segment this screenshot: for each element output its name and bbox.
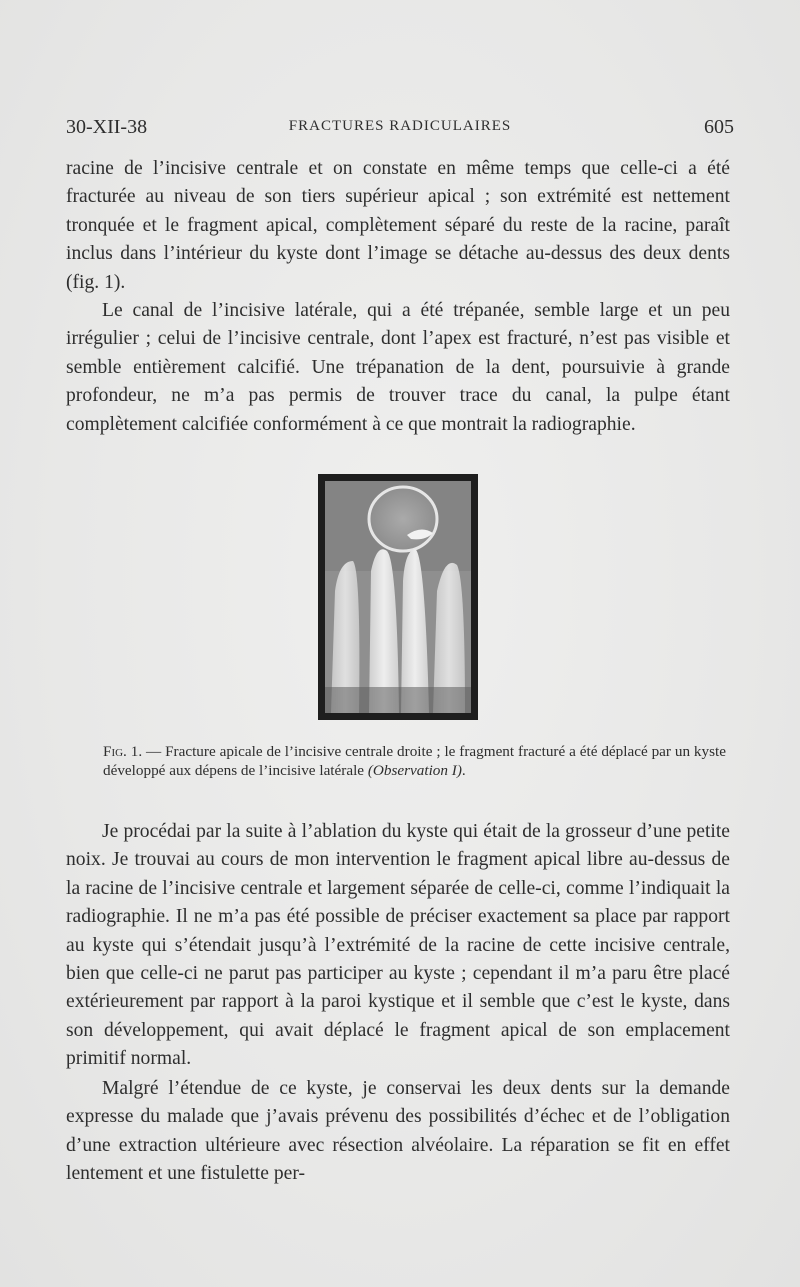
cyst-outline [369, 487, 437, 551]
paragraph-3-text: Je procédai par la suite à l’ablation du kyste qui était de la grosseur d’une petite noix. Je trouvai au cours de mon intervention le fragment apical libre au-dessus de la racine de l’incisive centrale et largement séparée de celle-ci, comme l’indiquait la radiographie. Il ne m’a pas été possible de préciser exactement sa place par rapport au kyste qui s’étendait jusqu’à l’extrémité de la racine de cette incisive centrale, bien que celle-ci ne parut pas participer au kyste ; cependant il m’a paru être placé extérieurement par rapport à la paroi kystique et il semble que c’est le kyste, dans son développement, qui avait déplacé le fragment apical de son emplacement primitif normal. [66, 821, 730, 1070]
caption-observation: (Observation I) [367, 762, 462, 779]
running-header [66, 112, 734, 142]
header-title: FRACTURES RADICULAIRES [288, 118, 512, 134]
paragraph-2 [66, 297, 730, 439]
caption-end: . [461, 762, 466, 779]
lower-shadow [325, 687, 471, 713]
paragraph-1: racine de l’incisive centrale et on constate en même temps que celle-ci a été fracturée au niveau de son tiers supérieur apical ; son extrémité est nettement tronquée et le fragment apical, complètement séparé du reste de la racine, paraît inclus dans l’intérieur du kyste dont l’image se détache au-dessus des deux dents (fig. 1). [66, 158, 730, 293]
paragraph-3 [66, 818, 730, 1074]
header-date: 30-XII-38 [66, 116, 148, 138]
page-number: 605 [704, 116, 734, 138]
figure-label: Fig. 1. [103, 743, 143, 760]
paragraph-4 [66, 1075, 730, 1189]
paragraph-4-text: Malgré l’étendue de ce kyste, je conservai les deux dents sur la demande expresse du malade que j’avais prévenu des possibilités d’échec et de l’obligation d’une extraction ultérieure avec résection alvéolaire. La réparation se fit en effet lentement et une fistulette per- [66, 1078, 730, 1185]
radiograph-drawing [325, 481, 471, 713]
figure-caption [103, 742, 726, 780]
radiograph-image [325, 481, 471, 713]
paragraph-2-text: Le canal de l’incisive latérale, qui a été trépanée, semble large et un peu irrégulier ; celui de l’incisive centrale, dont l’apex est fracturé, n’est pas visible et semble entièrement calcifié. Une trépanation de la dent, poursuivie à grande profondeur, ne m’a pas permis de trouver trace du canal, la pulpe étant complètement calcifiée conformément à ce que montrait la radiographie. [66, 300, 730, 435]
caption-text: — Fracture apicale de l’incisive centrale droite ; le fragment fracturé a été déplacé par un kyste développé aux dépens de l’incisive latérale [103, 743, 726, 779]
radiograph-figure [318, 474, 478, 720]
